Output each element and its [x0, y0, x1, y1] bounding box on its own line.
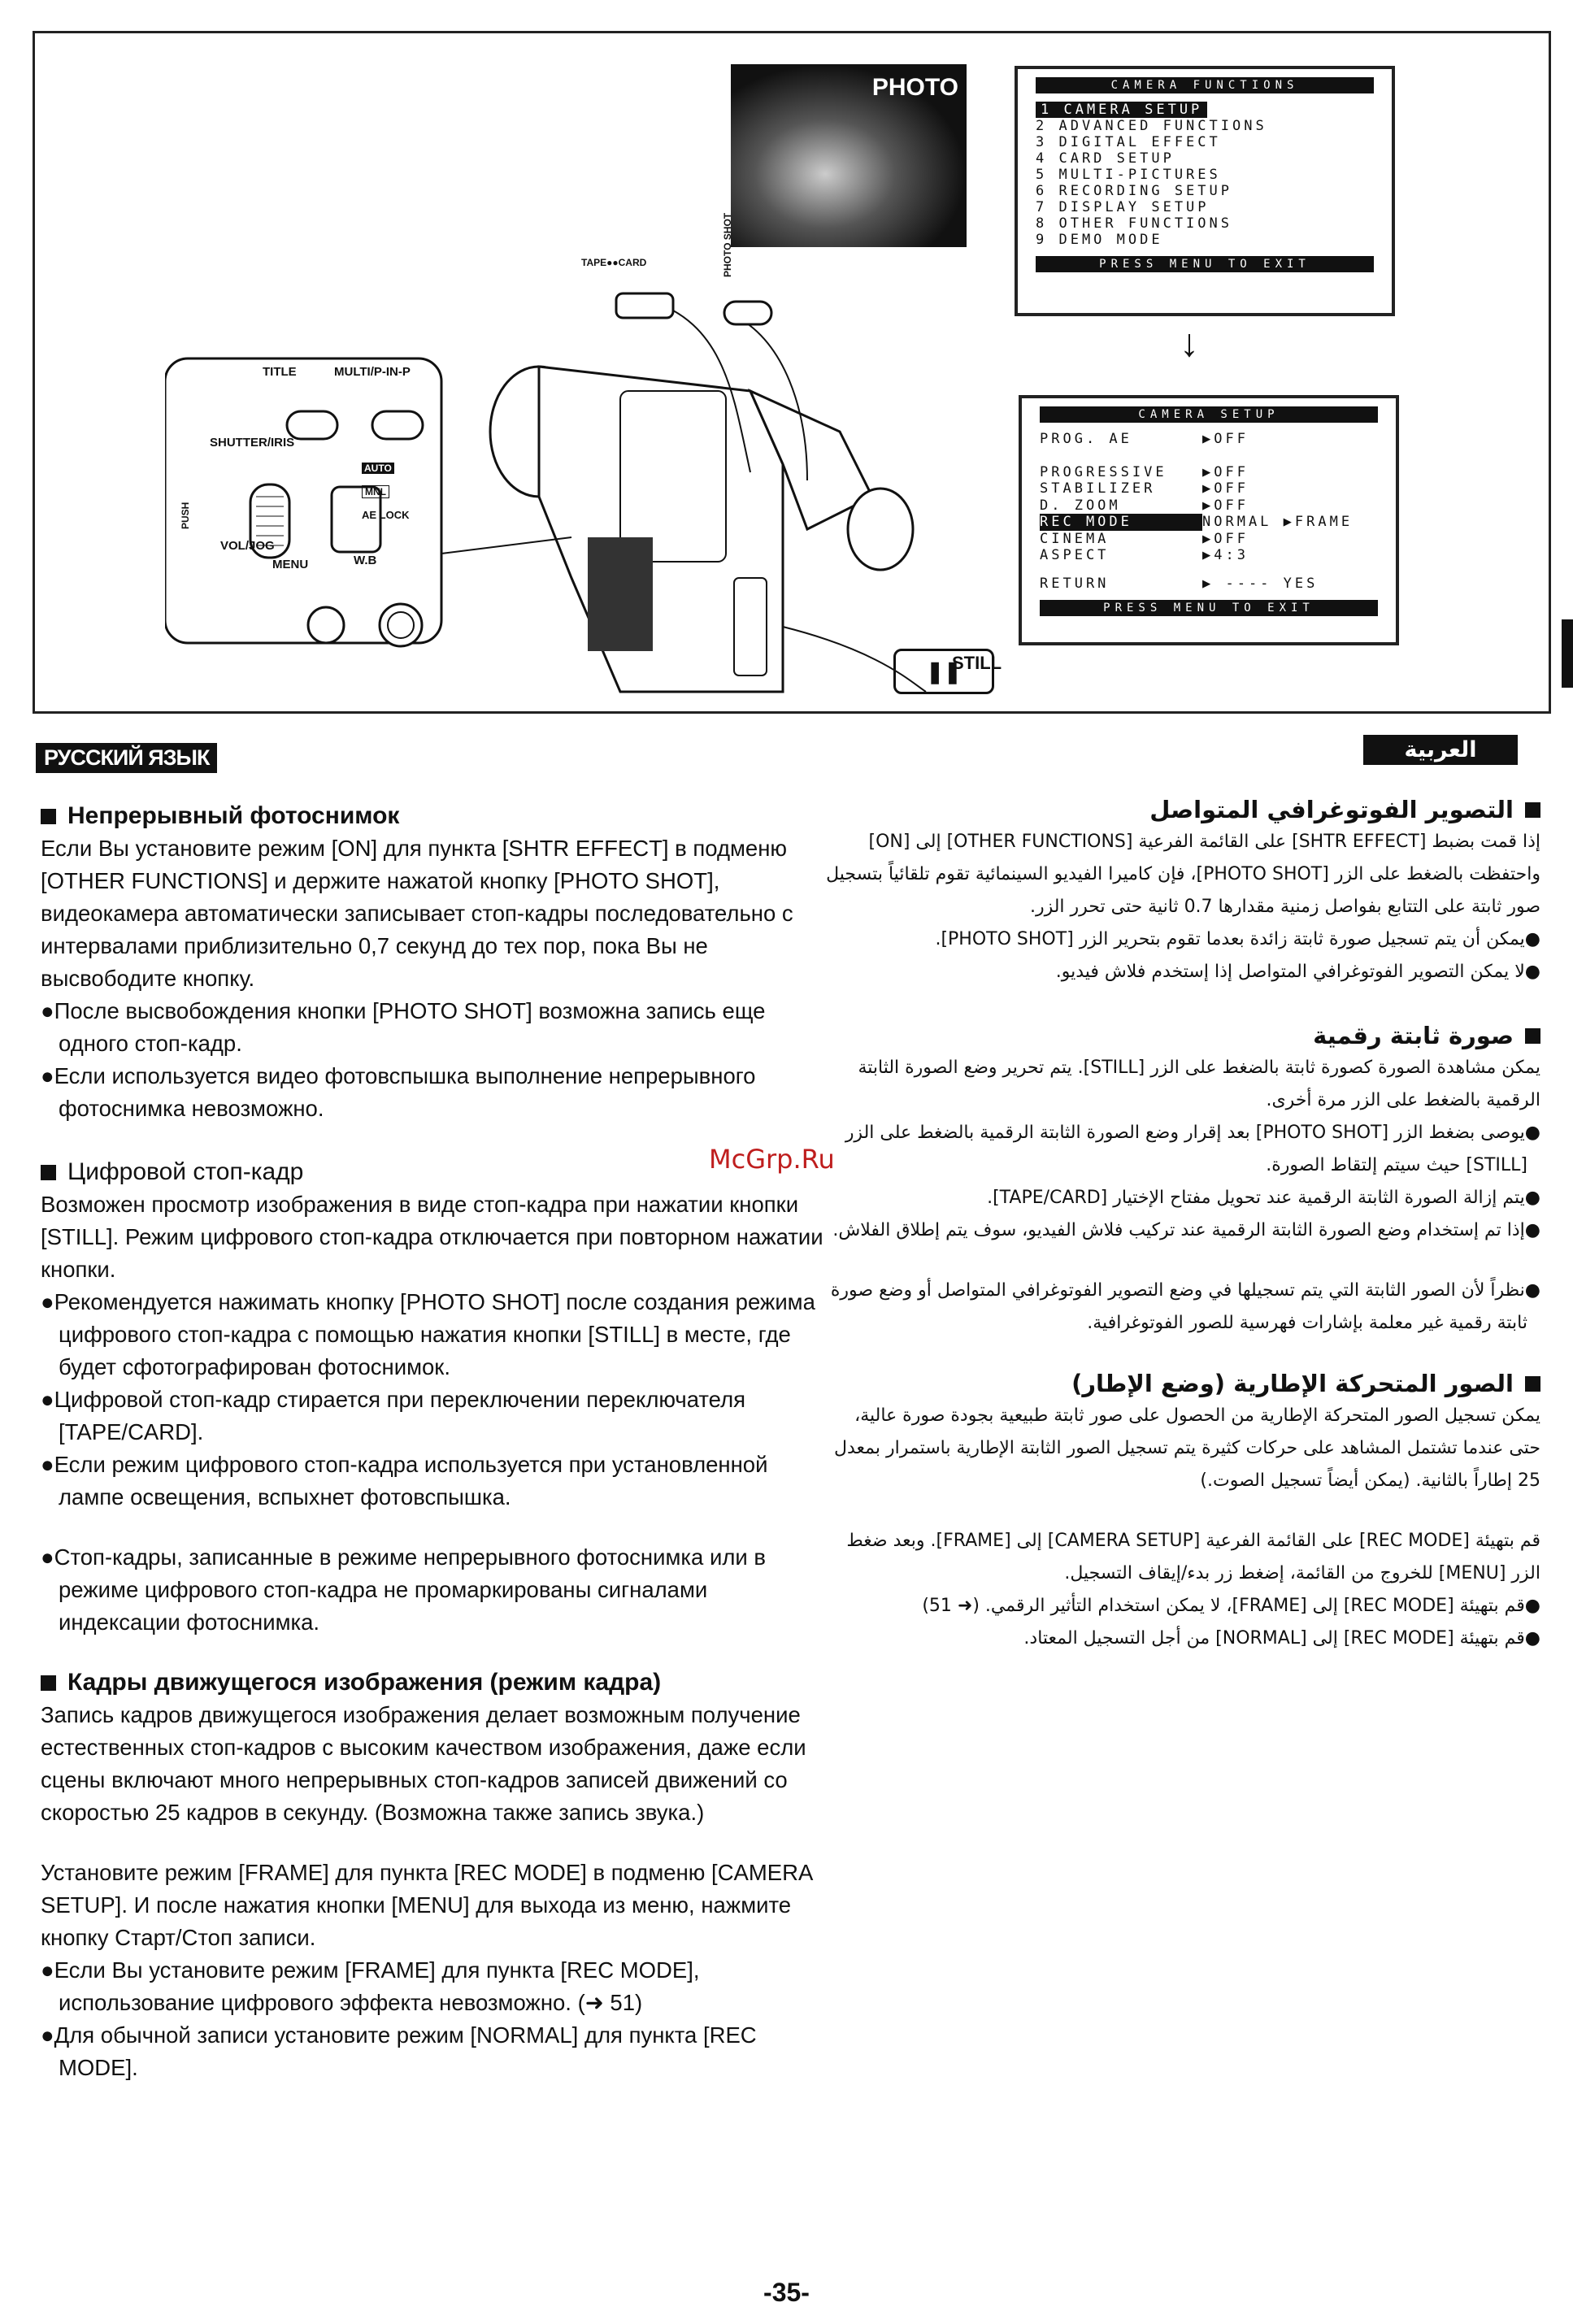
page-number: -35- [763, 2278, 810, 2307]
multi-button-shape [372, 411, 423, 439]
bullet-item: ●قم بتهيئة [REC MODE] إلى [NORMAL] من أجل التسجيل المعتاد. [1023, 1628, 1540, 1649]
menu-item: 7 DISPLAY SETUP [1036, 199, 1210, 215]
square-bullet-icon [41, 809, 56, 824]
photo-preview-image [731, 64, 967, 247]
still-button [893, 649, 994, 694]
setup-row [1022, 497, 1396, 515]
square-bullet-icon [41, 1675, 56, 1691]
bullet-item: ●Цифровой стоп-кадр стирается при переключении переключателя [TAPE/CARD]. [41, 1387, 746, 1444]
setup-row [1022, 480, 1396, 497]
setup-row-selected [1022, 514, 1396, 531]
setup-key: PROGRESSIVE [1040, 463, 1167, 480]
eyepiece-shape [848, 489, 913, 570]
menu-item: 1 CAMERA SETUP [1036, 102, 1207, 118]
bullet-item: ●نظراً لأن الصور الثابتة التي يتم تسجيلها في وضع التصوير الفوتوغرافي المتواصل أو وضع صورة ثابتة رقمية غير معلمة بإشارات فهرسية للصور الفوتوغرافية. [830, 1280, 1540, 1333]
heading-text: Непрерывный фотоснимок [67, 802, 400, 829]
photo-shot-label: PHOTO SHOT [722, 212, 733, 277]
bullet-item: ●Для обычной записи установите режим [NORMAL] для пункта [REC MODE]. [41, 2022, 757, 2080]
camera-setup-menu [1019, 395, 1399, 645]
section-heading [825, 793, 1540, 826]
still-label: STILL [952, 653, 1002, 673]
wb-label: W.B [354, 554, 377, 567]
menu-button-shape [308, 607, 344, 643]
paragraph: Если Вы установите режим [ON] для пункта [SHTR EFFECT] в подменю [OTHER FUNCTIONS] и держите нажатой кнопку [PHOTO SHOT], видеокамера автоматически записывает стоп-кадры последовательно с интервалами приблизительно 0,7 секунд до тех пор, пока Вы не высвободите кнопку. [41, 836, 793, 991]
mnl-label: MNL [362, 485, 389, 498]
menu-item-list [1018, 102, 1392, 248]
title-label: TITLE [263, 365, 297, 379]
menu-footer: PRESS MENU TO EXIT [1036, 256, 1374, 272]
heading-text: صورة ثابتة رقمية [1313, 1022, 1514, 1049]
illustration-frame [33, 31, 1551, 714]
heading-text: التصوير الفوتوغرافي المتواصل [1149, 796, 1514, 823]
tape-card-label: TAPE●●CARD [581, 257, 647, 268]
bullet-item: ●إذا تم إستخدام وضع الصورة الثابتة الرقمية عند تركيب فلاش الفيديو، سوف يتم إطلاق الفلاش. [832, 1220, 1540, 1240]
russian-column [41, 800, 828, 2084]
setup-key: RETURN [1040, 575, 1110, 592]
section-heading [825, 1019, 1540, 1052]
menu-item: 6 RECORDING SETUP [1036, 183, 1232, 199]
setup-row [1022, 576, 1396, 593]
push-label: PUSH [180, 502, 191, 529]
setup-value: ▶OFF [1202, 463, 1249, 480]
paragraph: Возможен просмотр изображения в виде стоп-кадра при нажатии кнопки [STILL]. Режим цифрового стоп-кадра отключается при повторном нажатии кнопки. [41, 1192, 823, 1282]
heading-text: Цифровой стоп-кадр [67, 1158, 304, 1185]
setup-key: REC MODE [1040, 514, 1202, 531]
setup-value: ▶4:3 [1202, 547, 1249, 563]
heading-text: Кадры движущегося изображения (режим кадра) [67, 1669, 662, 1696]
heading-text: الصور المتحركة الإطارية (وضع الإطار) [1071, 1370, 1514, 1397]
setup-key: PROG. AE [1040, 431, 1132, 447]
russian-language-tag: РУССКИЙ ЯЗЫК [36, 743, 217, 773]
arabic-language-tag: العربية [1363, 735, 1518, 765]
setup-value: ▶OFF [1202, 530, 1249, 547]
bullet-item: ●يتم إزالة الصورة الثابتة الرقمية عند تحويل مفتاح الإختيار [TAPE/CARD]. [987, 1188, 1540, 1208]
menu-item: 3 DIGITAL EFFECT [1036, 134, 1221, 150]
setup-key: CINEMA [1040, 530, 1110, 547]
setup-key: STABILIZER [1040, 480, 1156, 497]
lcd-panel-shape [588, 537, 653, 651]
bullet-item: ●لا يمكن التصوير الفوتوغرافي المتواصل إذا إستخدم فلاش فيديو. [1055, 962, 1540, 982]
square-bullet-icon [1525, 802, 1540, 818]
setup-row [1022, 431, 1396, 448]
paragraph: قم بتهيئة [REC MODE] على القائمة الفرعية [CAMERA SETUP] إلى [FRAME]. وبعد ضغط الزر [MENU] للخروج من القائمة، إضغط زر بدء/إيقاف التسجيل. [846, 1531, 1540, 1583]
arabic-column [825, 793, 1540, 1655]
photo-label: PHOTO [871, 74, 958, 101]
setup-key: D. ZOOM [1040, 497, 1121, 514]
title-button-shape [287, 411, 337, 439]
camcorder-illustration [165, 269, 945, 708]
bullet-item: ●Если режим цифрового стоп-кадра используется при установленной лампе освещения, вспыхнет фотовспышка. [41, 1452, 768, 1510]
menu-item: 8 OTHER FUNCTIONS [1036, 215, 1232, 232]
menu-label: MENU [272, 558, 309, 571]
vol-jog-label: VOL/JOG [220, 539, 275, 553]
ae-lock-label: AE LOCK [362, 509, 410, 521]
paragraph: يمكن مشاهدة الصورة كصورة ثابتة بالضغط على الزر [STILL]. يتم تحرير وضع الصورة الثابتة الرقمية بالضغط على الزر مرة أخرى. [858, 1058, 1540, 1110]
setup-value: ▶OFF [1202, 480, 1249, 497]
watermark: McGrp.Ru [709, 1144, 835, 1175]
setup-row [1022, 464, 1396, 481]
control-panel-outline [165, 358, 441, 643]
bullet-item: ●Если используется видео фотовспышка выполнение непрерывного фотоснимка невозможно. [41, 1063, 756, 1121]
paragraph: Установите режим [FRAME] для пункта [REC MODE] в подменю [CAMERA SETUP]. И после нажатия кнопки [MENU] для выхода из меню, нажмите кнопку Старт/Стоп записи. [41, 1860, 812, 1950]
multi-label: MULTI/P-IN-P [334, 365, 411, 379]
square-bullet-icon [41, 1165, 56, 1180]
setup-key: ASPECT [1040, 547, 1110, 563]
menu-footer: PRESS MENU TO EXIT [1040, 600, 1378, 616]
pause-icon: ❚❚ [926, 658, 962, 684]
menu-item: 4 CARD SETUP [1036, 150, 1175, 167]
paragraph: Запись кадров движущегося изображения делает возможным получение естественных стоп-кадров с высоким качеством изображения, даже если сцены включают много непрерывных стоп-кадров записей движений со скоростью 25 кадров в секунду. (Возможна также запись звука.) [41, 1702, 806, 1825]
square-bullet-icon [1525, 1376, 1540, 1392]
photo-shot-button-shape [724, 302, 771, 324]
menu-item: 9 DEMO MODE [1036, 232, 1163, 248]
setup-row [1022, 547, 1396, 564]
bullet-item: ●Рекомендуется нажимать кнопку [PHOTO SHOT] после создания режима цифрового стоп-кадра с помощью нажатия кнопки [STILL] в месте, где будет сфотографирован фотоснимок. [41, 1289, 815, 1379]
bullet-item: ●يوصى بضغط الزر [PHOTO SHOT] بعد إقرار وضع الصورة الثابتة الرقمية بالضغط على الزر [STILL] حيث سيتم إلتقاط الصورة. [845, 1123, 1540, 1175]
camera-functions-menu [1015, 66, 1395, 316]
bullet-item: ●قم بتهيئة [REC MODE] إلى [FRAME]، لا يمكن استخدام التأثير الرقمي. (➜ 51) [922, 1596, 1540, 1616]
square-bullet-icon [1525, 1028, 1540, 1044]
paragraph: إذا قمت بضبط [SHTR EFFECT] على القائمة الفرعية [OTHER FUNCTIONS] إلى [ON] واحتفظت بالضغط على الزر [PHOTO SHOT]، فإن كاميرا الفيديو السينمائية تقوم تلقائياً بتسجيل صور ثابتة على التتابع بفواصل زمنية مقدارها 0.7 ثانية حتى تحرر الزر. [826, 832, 1540, 917]
menu-title: CAMERA SETUP [1040, 406, 1378, 423]
setup-value: NORMAL ▶FRAME [1202, 514, 1354, 530]
menu-title: CAMERA FUNCTIONS [1036, 77, 1374, 93]
setup-value: ▶OFF [1202, 497, 1249, 514]
auto-label: AUTO [362, 463, 394, 474]
bullet-item: ●Стоп-кадры, записанные в режиме непрерывного фотоснимка или в режиме цифрового стоп-кадра не промаркированы сигналами индексации фотоснимка. [41, 1544, 766, 1635]
arrow-down-icon: ↓ [1180, 322, 1199, 365]
section-heading [825, 1367, 1540, 1400]
menu-item: 2 ADVANCED FUNCTIONS [1036, 118, 1267, 134]
page-edge-tab [1562, 619, 1573, 688]
paragraph: يمكن تسجيل الصور المتحركة الإطارية من الحصول على صور ثابتة طبيعية بجودة صورة عالية، حتى عندما تشتمل المشاهد على حركات كثيرة يتم تسجيل الصور الثابتة الإطارية باستمرار بمعدل 25 إطاراً بالثانية. (يمكن أيضاً تسجيل الصوت.) [834, 1405, 1540, 1491]
menu-item: 5 MULTI-PICTURES [1036, 167, 1221, 183]
shutter-iris-label: SHUTTER/IRIS [210, 436, 295, 450]
setup-value: ▶ ---- YES [1202, 575, 1319, 592]
bullet-item: ●После высвобождения кнопки [PHOTO SHOT] возможна запись еще одного стоп-кадр. [41, 998, 766, 1056]
tape-card-switch-shape [616, 293, 673, 318]
setup-row [1022, 531, 1396, 548]
section-heading [41, 800, 828, 832]
bullet-item: ●يمكن أن يتم تسجيل صورة ثابتة زائدة بعدما تقوم بتحرير الزر [PHOTO SHOT]. [935, 929, 1540, 949]
bullet-item: ●Если Вы установите режим [FRAME] для пункта [REC MODE], использование цифрового эффекта невозможно. (➜ 51) [41, 1957, 700, 2015]
section-heading [41, 1666, 828, 1699]
setup-value: ▶OFF [1202, 431, 1249, 447]
